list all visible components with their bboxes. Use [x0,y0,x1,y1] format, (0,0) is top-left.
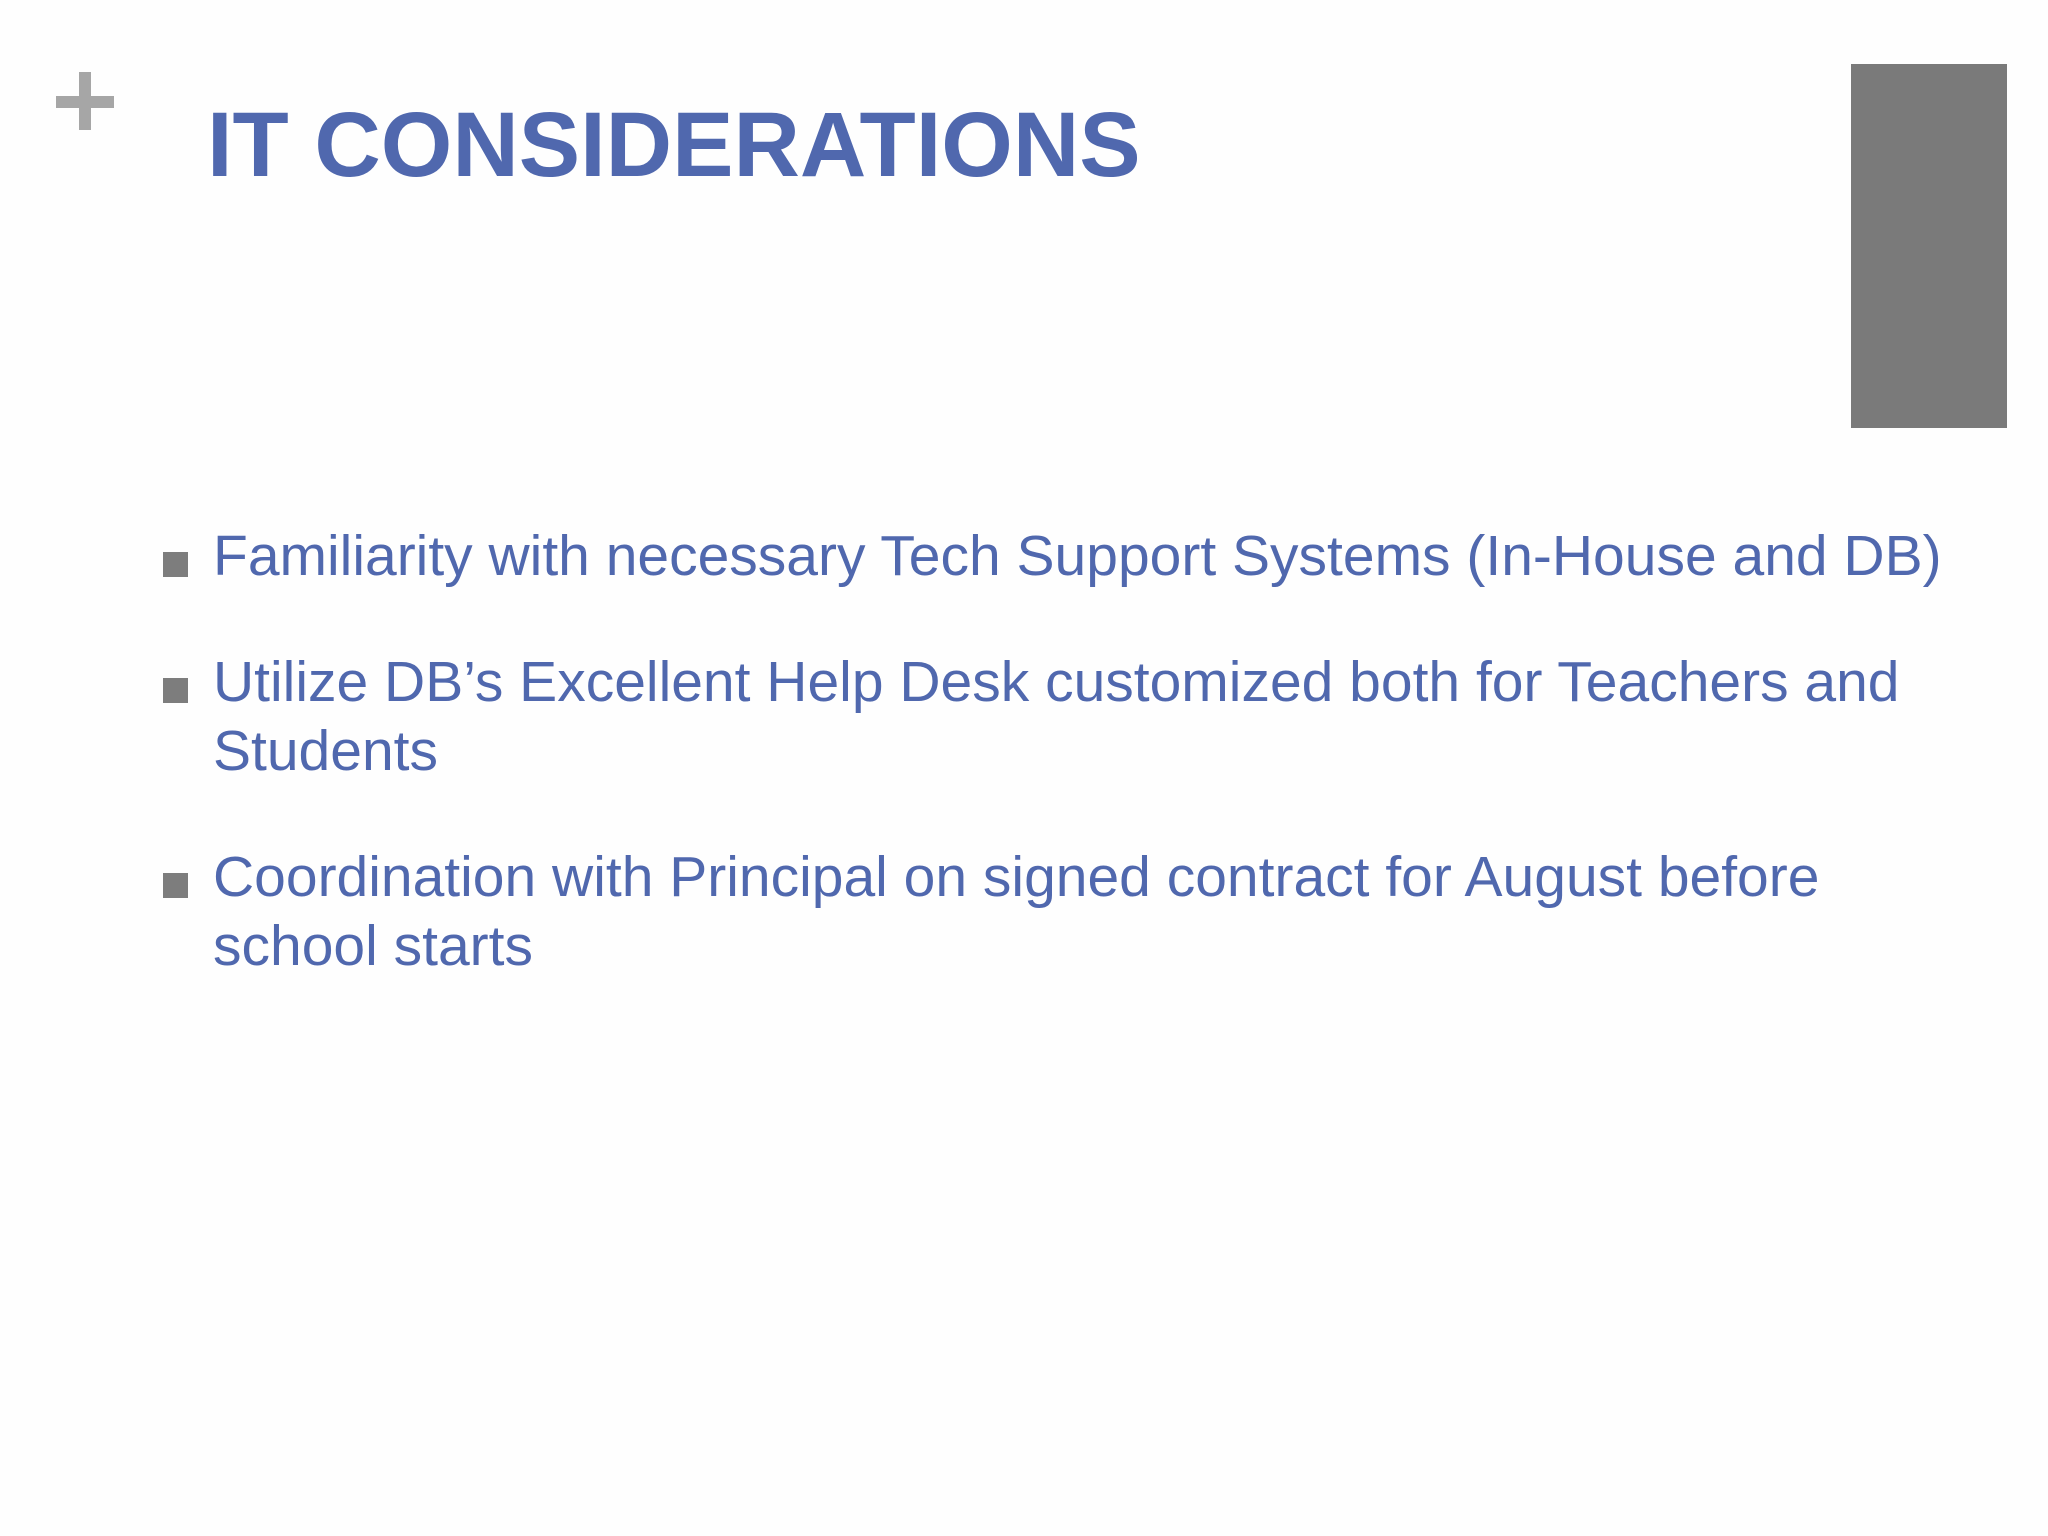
decorative-corner-block [1851,64,2007,428]
bullet-list [160,522,1990,1038]
slide-title: IT CONSIDERATIONS [207,94,1141,196]
square-bullet-icon [163,678,188,703]
bullet-text: Utilize DB’s Excellent Help Desk customized both for Teachers and Students [213,650,1900,783]
bullet-item [160,522,1990,591]
plus-icon-vertical-bar [79,72,91,130]
square-bullet-icon [163,873,188,898]
plus-icon [52,68,118,134]
bullet-text: Familiarity with necessary Tech Support Systems (In-House and DB) [213,524,1942,588]
bullet-item [160,843,1990,981]
bullet-item [160,648,1990,786]
bullet-text: Coordination with Principal on signed contract for August before school starts [213,845,1820,978]
square-bullet-icon [163,552,188,577]
